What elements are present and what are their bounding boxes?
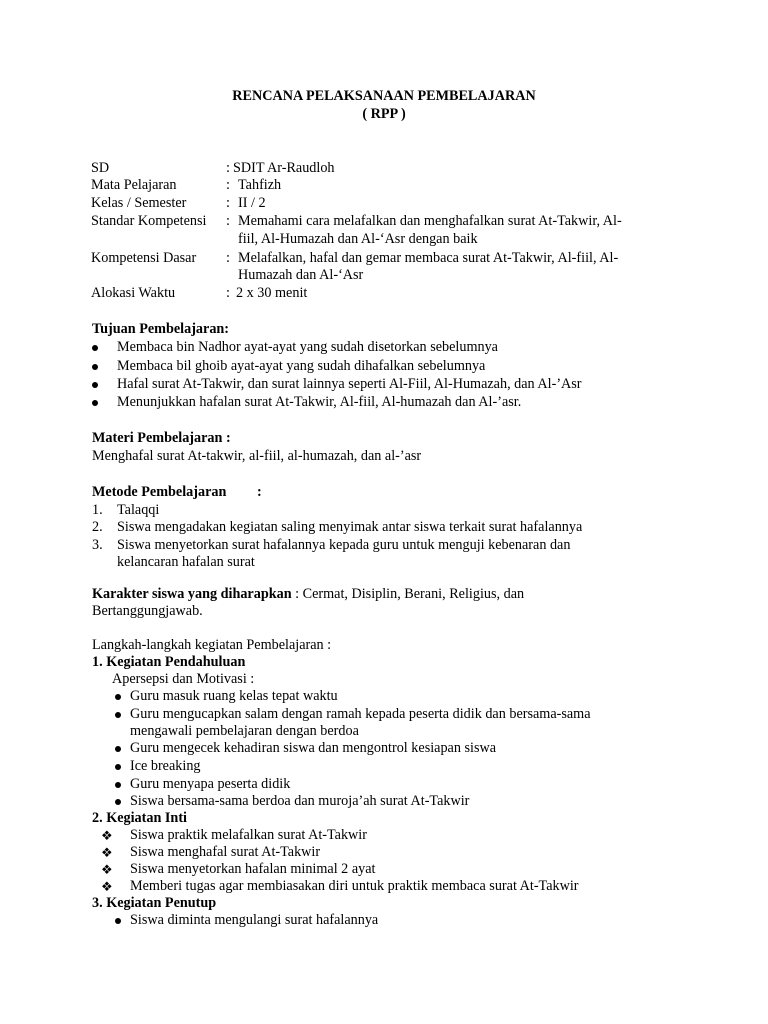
pendahuluan-item: Guru mengucapkan salam dengan ramah kepada peserta didik dan bersama-sama bbox=[130, 706, 591, 722]
diamond-bullet-icon: ❖ bbox=[101, 845, 113, 860]
bullet-icon bbox=[115, 764, 121, 770]
identity-colon: : bbox=[226, 177, 230, 193]
metode-heading-colon: : bbox=[257, 484, 262, 500]
identity-label: SD bbox=[91, 160, 110, 176]
pendahuluan-item: Ice breaking bbox=[130, 758, 201, 774]
identity-value: II / 2 bbox=[238, 195, 266, 211]
materi-text: Menghafal surat At-takwir, al-fiil, al-humazah, dan al-’asr bbox=[92, 448, 422, 464]
inti-item: Siswa menyetorkan hafalan minimal 2 ayat bbox=[130, 861, 376, 877]
inti-item: Siswa menghafal surat At-Takwir bbox=[130, 844, 321, 860]
tujuan-item: Menunjukkan hafalan surat At-Takwir, Al-fiil, Al-humazah dan Al-’asr. bbox=[117, 394, 522, 410]
langkah-intro: Langkah-langkah kegiatan Pembelajaran : bbox=[92, 637, 332, 653]
identity-value-continued: Humazah dan Al-‘Asr bbox=[238, 267, 364, 283]
identity-row-kelas bbox=[91, 195, 691, 212]
identity-row-kompetensi bbox=[91, 250, 691, 267]
inti-item: Siswa praktik melafalkan surat At-Takwir bbox=[130, 827, 367, 843]
diamond-bullet-icon: ❖ bbox=[101, 828, 113, 843]
karakter-text: : Cermat, Disiplin, Berani, Religius, dan bbox=[291, 586, 525, 602]
bullet-icon bbox=[92, 345, 98, 351]
identity-colon: : bbox=[226, 195, 230, 211]
document-subtitle: ( RPP ) bbox=[362, 106, 406, 122]
identity-label: Standar Kompetensi bbox=[91, 213, 207, 229]
identity-colon: : bbox=[226, 160, 230, 176]
karakter-label: Karakter siswa yang diharapkan bbox=[92, 586, 292, 602]
bullet-icon bbox=[115, 918, 121, 924]
bullet-icon bbox=[92, 382, 98, 388]
inti-item: Memberi tugas agar membiasakan diri untuk praktik membaca surat At-Takwir bbox=[130, 878, 579, 894]
identity-label: Kelas / Semester bbox=[91, 195, 187, 211]
pendahuluan-heading: 1. Kegiatan Pendahuluan bbox=[92, 654, 246, 670]
identity-value: Melafalkan, hafal dan gemar membaca surat At-Takwir, Al-fiil, Al- bbox=[238, 250, 619, 266]
tujuan-item: Hafal surat At-Takwir, dan surat lainnya seperti Al-Fiil, Al-Humazah, dan Al-’Asr bbox=[117, 376, 582, 392]
bullet-icon bbox=[115, 694, 121, 700]
bullet-icon bbox=[92, 400, 98, 406]
document-title: RENCANA PELAKSANAAN PEMBELAJARAN bbox=[232, 88, 536, 104]
identity-row-alokasi bbox=[91, 285, 691, 302]
pendahuluan-item: Siswa bersama-sama berdoa dan muroja’ah surat At-Takwir bbox=[130, 793, 470, 809]
bullet-icon bbox=[115, 782, 121, 788]
metode-heading: Metode Pembelajaran bbox=[92, 484, 227, 500]
karakter-text-continued: Bertanggungjawab. bbox=[92, 603, 203, 619]
identity-colon: : bbox=[226, 250, 230, 266]
karakter-line bbox=[92, 586, 524, 604]
identity-colon: : bbox=[226, 213, 230, 229]
pendahuluan-item: Guru menyapa peserta didik bbox=[130, 776, 291, 792]
metode-item-continued: kelancaran hafalan surat bbox=[117, 554, 255, 570]
diamond-bullet-icon: ❖ bbox=[101, 879, 113, 894]
identity-value: SDIT Ar-Raudloh bbox=[233, 160, 335, 176]
metode-item: Siswa mengadakan kegiatan saling menyimak antar siswa terkait surat hafalannya bbox=[117, 519, 583, 535]
bullet-icon bbox=[115, 799, 121, 805]
pendahuluan-sub: Apersepsi dan Motivasi : bbox=[112, 671, 255, 687]
tujuan-item: Membaca bil ghoib ayat-ayat yang sudah dihafalkan sebelumnya bbox=[117, 358, 486, 374]
identity-value: Memahami cara melafalkan dan menghafalkan surat At-Takwir, Al- bbox=[238, 213, 622, 229]
penutup-item: Siswa diminta mengulangi surat hafalannya bbox=[130, 912, 379, 928]
identity-label: Mata Pelajaran bbox=[91, 177, 177, 193]
identity-value-continued: fiil, Al-Humazah dan Al-‘Asr dengan baik bbox=[238, 231, 478, 247]
list-number: 3. bbox=[92, 537, 103, 553]
bullet-icon bbox=[115, 712, 121, 718]
identity-value: Tahfizh bbox=[238, 177, 282, 193]
diamond-bullet-icon: ❖ bbox=[101, 862, 113, 877]
identity-label: Alokasi Waktu bbox=[91, 285, 176, 301]
metode-item: Siswa menyetorkan surat hafalannya kepada guru untuk menguji kebenaran dan bbox=[117, 537, 571, 553]
list-number: 1. bbox=[92, 502, 103, 518]
inti-heading: 2. Kegiatan Inti bbox=[92, 810, 187, 826]
bullet-icon bbox=[115, 746, 121, 752]
tujuan-item: Membaca bin Nadhor ayat-ayat yang sudah disetorkan sebelumnya bbox=[117, 339, 498, 355]
materi-heading: Materi Pembelajaran : bbox=[92, 430, 231, 446]
identity-row-mapel bbox=[91, 177, 691, 194]
pendahuluan-item: Guru mengecek kehadiran siswa dan mengontrol kesiapan siswa bbox=[130, 740, 497, 756]
identity-colon: : bbox=[226, 285, 230, 301]
list-number: 2. bbox=[92, 519, 103, 535]
tujuan-heading: Tujuan Pembelajaran: bbox=[92, 321, 230, 337]
pendahuluan-item-continued: mengawali pembelajaran dengan berdoa bbox=[130, 723, 359, 739]
identity-value: 2 x 30 menit bbox=[236, 285, 308, 301]
penutup-heading: 3. Kegiatan Penutup bbox=[92, 895, 217, 911]
identity-row-sd bbox=[91, 160, 691, 177]
identity-row-standar bbox=[91, 213, 691, 230]
identity-label: Kompetensi Dasar bbox=[91, 250, 197, 266]
bullet-icon bbox=[92, 364, 98, 370]
pendahuluan-item: Guru masuk ruang kelas tepat waktu bbox=[130, 688, 338, 704]
metode-item: Talaqqi bbox=[117, 502, 160, 518]
